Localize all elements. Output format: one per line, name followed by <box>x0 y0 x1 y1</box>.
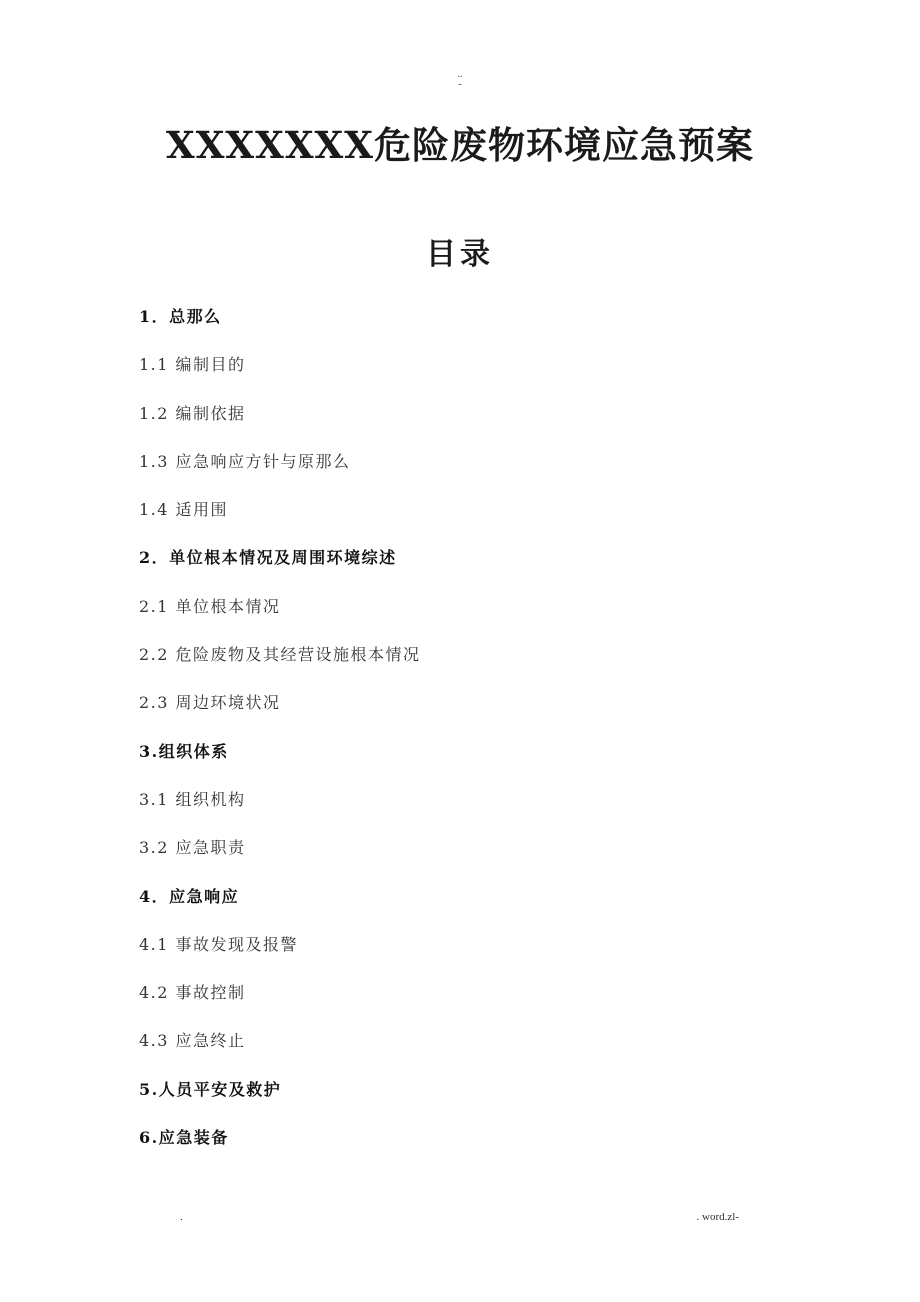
table-of-contents <box>139 304 779 1173</box>
toc-entry[interactable]: 3.组织体系 <box>139 741 229 761</box>
header-mark-dash: - <box>458 79 462 90</box>
toc-entry[interactable]: 4.1 事故发现及报警 <box>139 934 299 954</box>
toc-entry[interactable]: 1.2 编制依据 <box>139 403 246 423</box>
toc-heading: 目录 <box>426 237 494 272</box>
toc-entry[interactable]: 4．应急响应 <box>139 886 240 906</box>
toc-entry[interactable]: 2.1 单位根本情况 <box>139 596 281 616</box>
toc-entry[interactable]: 1.1 编制目的 <box>139 355 246 375</box>
toc-entry[interactable]: 1.4 适用围 <box>139 500 229 520</box>
header-mark-dots: .. <box>457 69 463 80</box>
footer-left-mark: . <box>180 1211 183 1223</box>
toc-entry[interactable]: 4.2 事故控制 <box>139 983 246 1003</box>
toc-entry[interactable]: 2．单位根本情况及周围环境综述 <box>139 548 397 568</box>
toc-entry[interactable]: 1．总那么 <box>139 307 222 326</box>
footer-right-text: . word.zl- <box>696 1211 739 1223</box>
toc-entry[interactable]: 6.应急装备 <box>139 1128 229 1148</box>
toc-entry[interactable]: 1.3 应急响应方针与原那么 <box>139 451 351 471</box>
toc-entry[interactable]: 3.2 应急职责 <box>139 838 246 858</box>
toc-entry[interactable]: 5.人员平安及救护 <box>139 1079 282 1099</box>
toc-entry[interactable]: 2.2 危险废物及其经营设施根本情况 <box>139 645 421 665</box>
toc-entry[interactable]: 4.3 应急终止 <box>139 1031 246 1051</box>
document-title: XXXXXXX危险废物环境应急预案 <box>166 123 754 167</box>
toc-entry[interactable]: 3.1 组织机构 <box>139 789 246 809</box>
toc-entry[interactable]: 2.3 周边环境状况 <box>139 693 281 713</box>
